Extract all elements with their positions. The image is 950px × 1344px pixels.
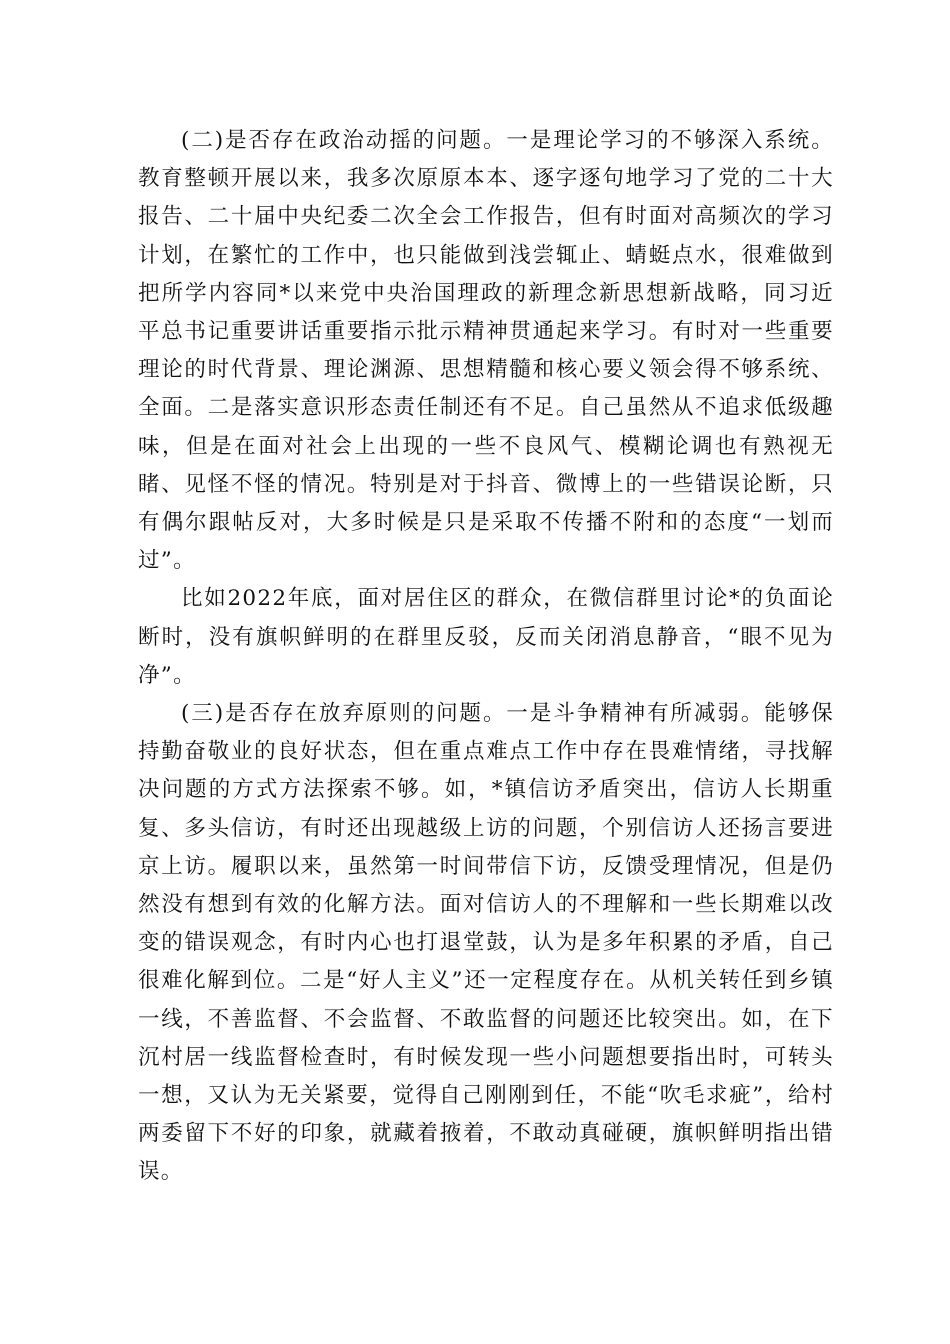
paragraph-example-2022: 比如2022年底，面对居住区的群众，在微信群里讨论*的负面论断时，没有旗帜鲜明的在群里反驳，反而关闭消息静音，“眼不见为净”。 (138, 586, 834, 688)
paragraph-abandoning-principles: (三)是否存在放弃原则的问题。一是斗争精神有所减弱。能够保持勤奋敬业的良好状态，但在重点难点工作中存在畏难情绪，寻找解决问题的方式方法探索不够。如，*镇信访矛盾突出，信访人长期重复、多头信访，有时还出现越级上访的问题，个别信访人还扬言要进京上访。履职以来，虽然第一时间带信下访，反馈受理情况，但是仍然没有想到有效的化解方法。面对信访人的不理解和一些长期难以改变的错误观念，有时内心也打退堂鼓，认为是多年积累的矛盾，自己很难化解到位。二是“好人主义”还一定程度存在。从机关转任到乡镇一线，不善监督、不会监督、不敢监督的问题还比较突出。如，在下沉村居一线监督检查时，有时候发现一些小问题想要指出时，可转头一想，又认为无关紧要，觉得自己刚刚到任，不能“吹毛求疵”，给村两委留下不好的印象，就藏着掖着，不敢动真碰硬，旗帜鲜明指出错误。 (138, 701, 834, 1185)
paragraph-political-wavering: (二)是否存在政治动摇的问题。一是理论学习的不够深入系统。教育整顿开展以来，我多次原原本本、逐字逐句地学习了党的二十大报告、二十届中央纪委二次全会工作报告，但有时面对高频次的学习计划，在繁忙的工作中，也只能做到浅尝辄止、蜻蜓点水，很难做到把所学内容同*以来党中央治国理政的新理念新思想新战略，同习近平总书记重要讲话重要指示批示精神贯通起来学习。有时对一些重要理论的时代背景、理论渊源、思想精髓和核心要义领会得不够系统、全面。二是落实意识形态责任制还有不足。自己虽然从不追求低级趣味，但是在面对社会上出现的一些不良风气、模糊论调也有熟视无睹、见怪不怪的情况。特别是对于抖音、微博上的一些错误论断，只有偶尔跟帖反对，大多时候是只是采取不传播不附和的态度“一划而过”。 (138, 128, 834, 574)
document-body (138, 122, 834, 1192)
